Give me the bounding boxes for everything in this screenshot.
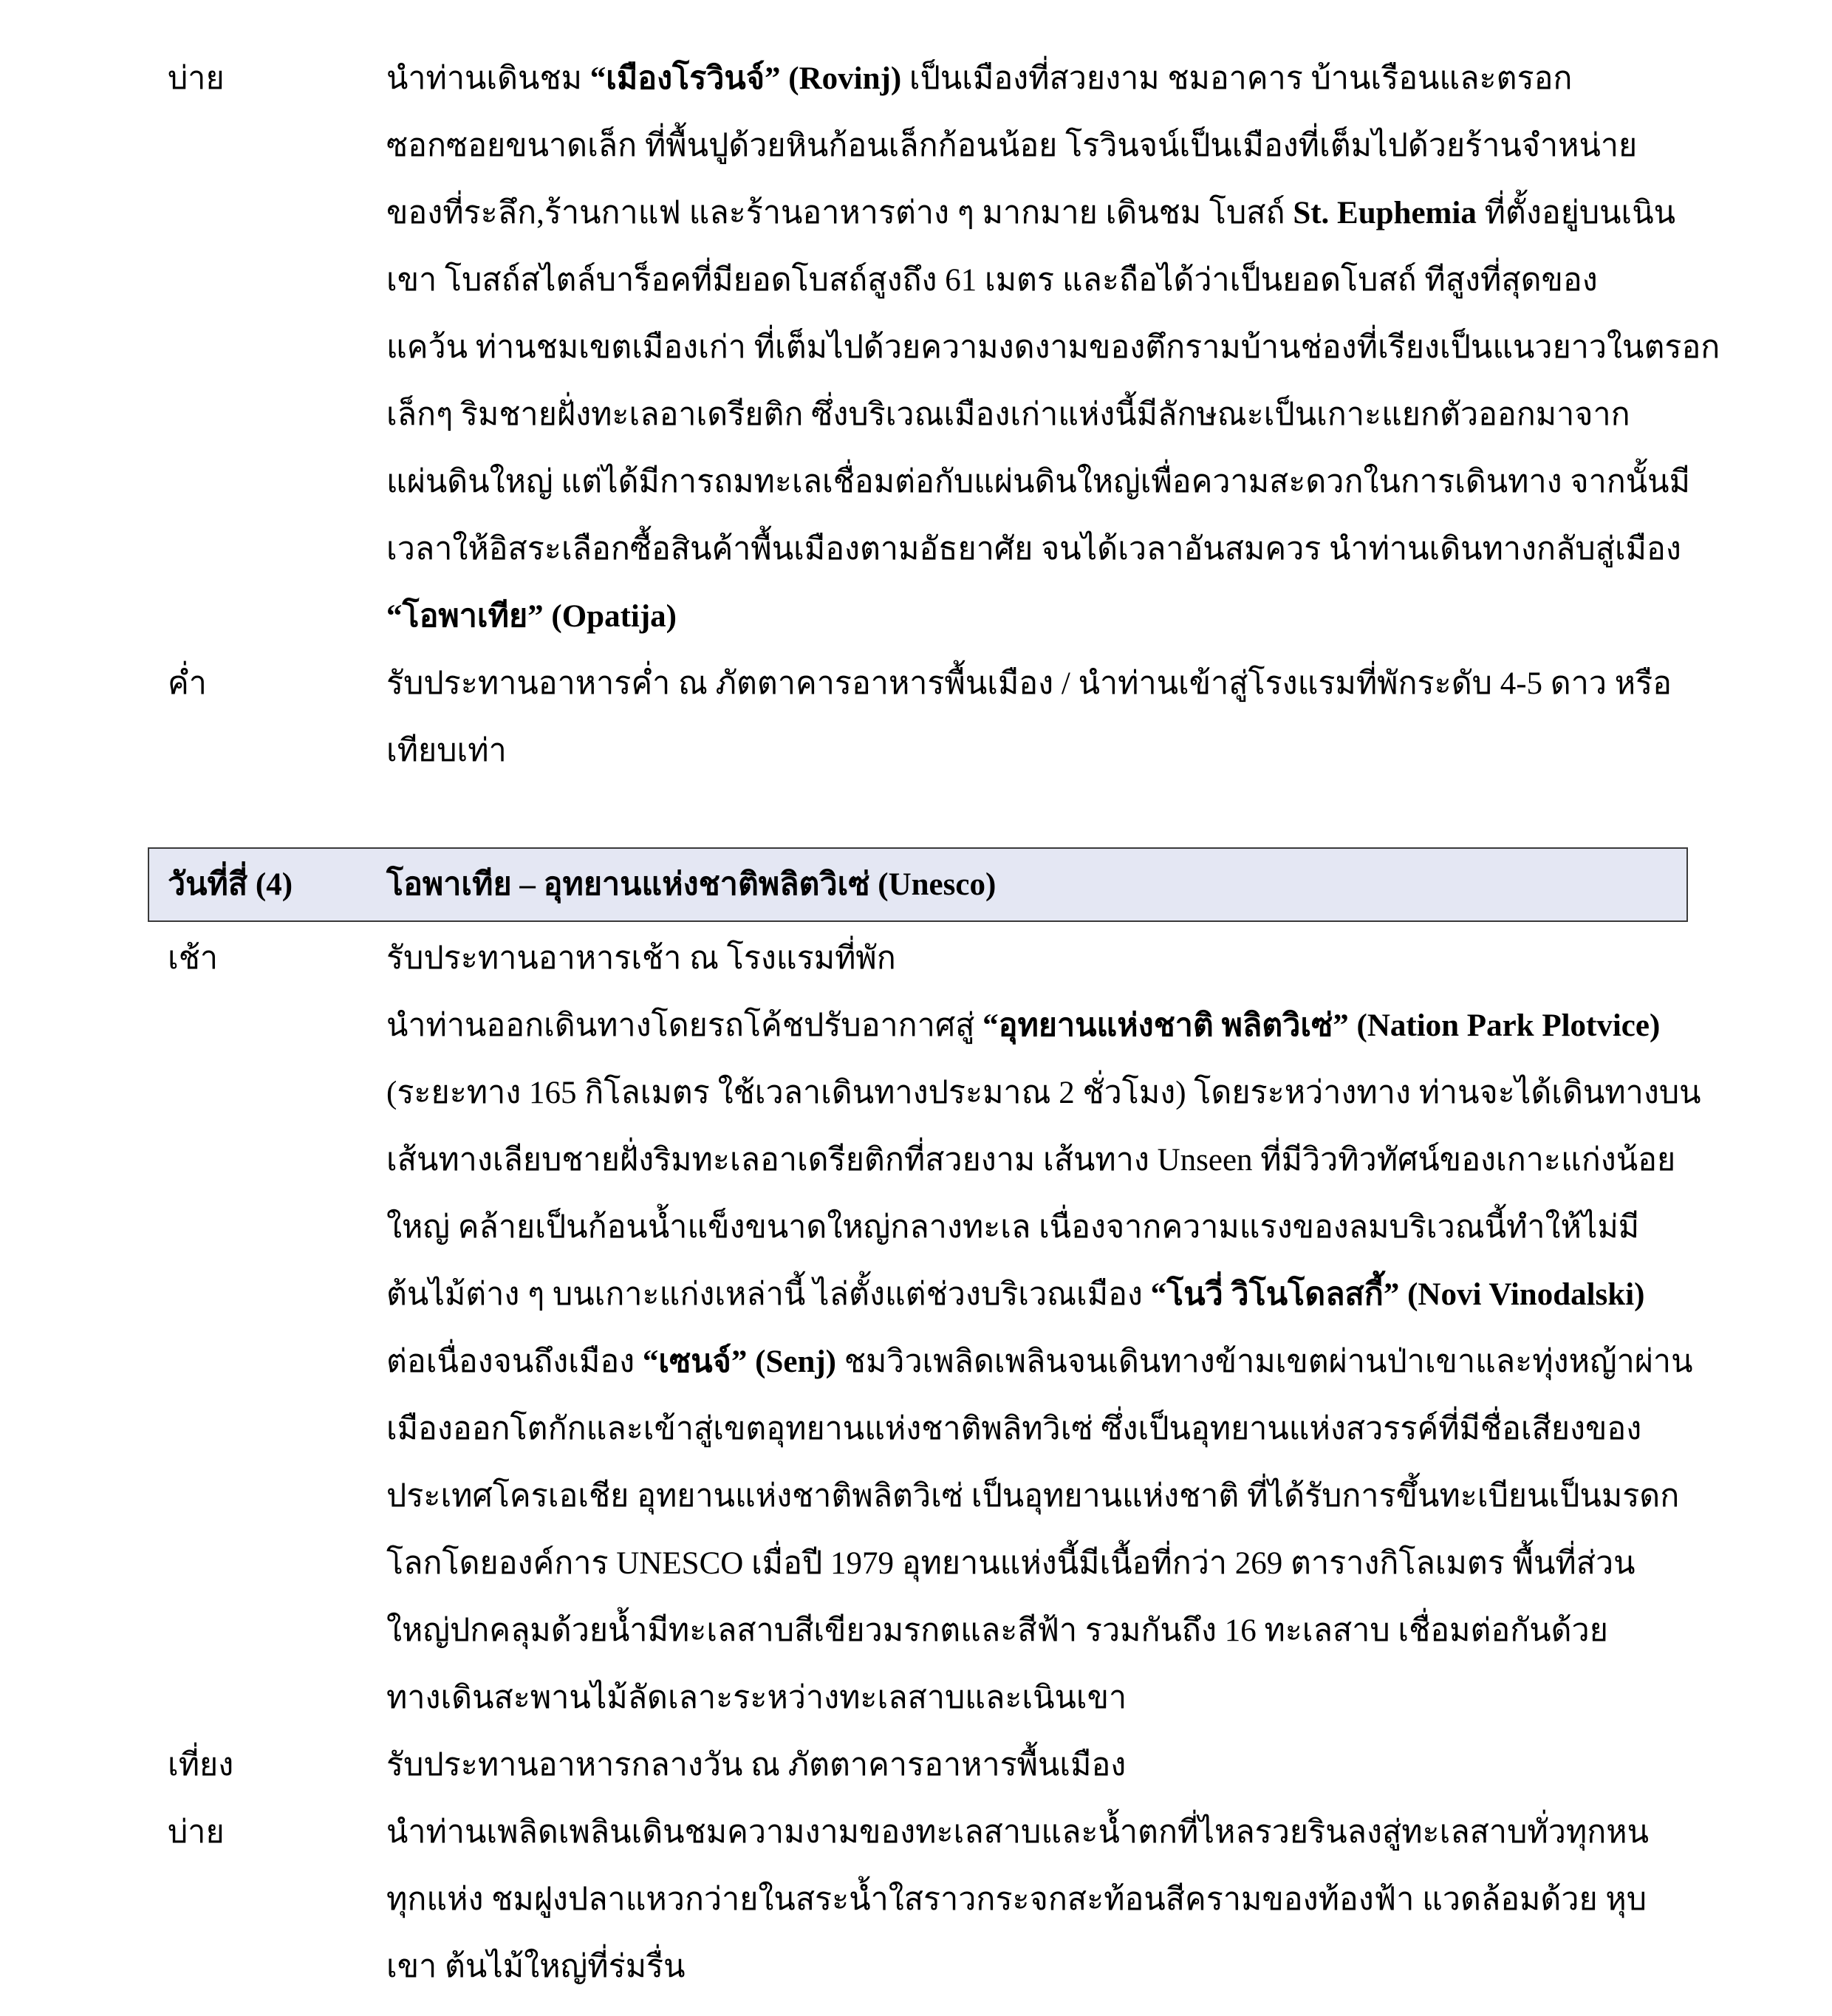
text-run: เป็นเมืองที่สวยงาม ชมอาคาร บ้านเรือนและตรอก (901, 61, 1573, 96)
text-line (386, 1328, 1693, 1395)
place-name-opatija: “โอพาเทีย” (Opatija) (386, 599, 677, 634)
text-line (386, 180, 1686, 247)
place-name-senj: “เซนจ์” (Senj) (642, 1344, 837, 1379)
text-line (386, 516, 1686, 583)
text-line (386, 1059, 1701, 1127)
morning-description (386, 925, 1701, 1732)
text-run: ที่ตั้งอยู่บนเนิน (1476, 196, 1676, 230)
text-run: ของที่ระลึก,ร้านกาแฟ และร้านอาหารต่าง ๆ มากมาย เดินชม โบสถ์ (386, 196, 1293, 230)
text-line (386, 448, 1690, 516)
text-run: เล็กๆ ริมชายฝั่งทะเลอาเดรียติก ซึ่งบริเวณเมืองเก่าแห่งนี้มีลักษณะเป็นเกาะแยกตัวออกมาจาก (386, 397, 1630, 432)
text-run: เวลาให้อิสระเลือกซื้อสินค้าพื้นเมืองตามอัธยาศัย จนได้เวลาอันสมควร นำท่านเดินทางกลับสู่เมือง (386, 532, 1681, 567)
text-run: นำท่านออกเดินทางโดยรถโค้ชปรับอากาศสู่ (386, 1008, 983, 1043)
place-name-st-euphemia: St. Euphemia (1293, 196, 1477, 230)
text-line (386, 1664, 1686, 1732)
day-header-bar (148, 847, 1688, 922)
text-run: ต้นไม้ต่าง ๆ บนเกาะแก่งเหล่านี้ ไล่ตั้งแต่ช่วงบริเวณเมือง (386, 1277, 1151, 1312)
noon-description (386, 1732, 1686, 1799)
text-run: นำท่านเดินชม (386, 61, 590, 96)
text-line: นำท่านเพลิดเพลินเดินชมความงามของทะเลสาบและน้ำตกที่ไหลรวยรินลงสู่ทะเลสาบทั่วทุกหน (386, 1815, 1649, 1850)
text-run: ใหญ่ คล้ายเป็นก้อนน้ำแข็งขนาดใหญ่กลางทะเล เนื่องจากความแรงของลมบริเวณนี้ทำให้ไม่มี (386, 1210, 1640, 1245)
text-line (386, 925, 1686, 992)
text-line (386, 112, 1686, 180)
text-run: ประเทศโครเอเชีย อุทยานแห่งชาติพลิตวิเซ่ เป็นอุทยานแห่งชาติ ที่ได้รับการขึ้นทะเบียนเป็นมรดก (386, 1479, 1680, 1514)
text-line (386, 1194, 1686, 1261)
time-label-afternoon: บ่าย (168, 61, 225, 96)
text-line (386, 1597, 1686, 1664)
time-label-morning: เช้า (168, 941, 219, 976)
text-line: รับประทานอาหารกลางวัน ณ ภัตตาคารอาหารพื้นเมือง (386, 1748, 1127, 1783)
place-name-rovinj: “เมืองโรวินจ์” (Rovinj) (589, 61, 902, 96)
text-line (386, 314, 1720, 381)
text-run: เส้นทางเลียบชายฝั่งริมทะเลอาเดรียติกที่สวยงาม เส้นทาง Unseen ที่มีวิวทิวทัศน์ของเกาะแก่งน้อย (386, 1143, 1676, 1178)
text-run: รับประทานอาหารเช้า ณ โรงแรมที่พัก (386, 941, 896, 976)
text-line (386, 1463, 1686, 1530)
text-line (386, 1261, 1686, 1328)
text-run: เมืองออกโตกักและเข้าสู่เขตอุทยานแห่งชาติพลิทวิเซ่ ซึ่งเป็นอุทยานแห่งสวรรค์ที่มีชื่อเสียงของ (386, 1412, 1642, 1446)
afternoon-description-day4 (386, 1799, 1686, 2000)
text-line: เขา ต้นไม้ใหญ่ที่ร่มรื่น (386, 1950, 686, 1984)
text-run: ใหญ่ปกคลุมด้วยน้ำมีทะเลสาบสีเขียวมรกตและสีฟ้า รวมกันถึง 16 ทะเลสาบ เชื่อมต่อกันด้วย (386, 1613, 1608, 1648)
text-line (386, 1395, 1686, 1463)
text-run: (ระยะทาง 165 กิโลเมตร ใช้เวลาเดินทางประมาณ 2 ชั่วโมง) โดยระหว่างทาง ท่านจะได้เดินทางบน (386, 1076, 1701, 1110)
text-line (386, 1127, 1686, 1194)
day-number-label: วันที่สี่ (4) (168, 867, 293, 902)
place-name-novi-vinodolski: “โนวี่ วิโนโดลสกี้” (Novi Vinodalski) (1150, 1277, 1645, 1312)
text-line (386, 381, 1686, 448)
text-line (386, 247, 1686, 314)
time-label-evening: ค่ำ (168, 666, 207, 701)
text-run: ต่อเนื่องจนถึงเมือง (386, 1344, 643, 1379)
place-name-plitvice: “อุทยานแห่งชาติ พลิตวิเซ่” (Nation Park Plotvice) (982, 1008, 1661, 1043)
text-line (386, 992, 1686, 1059)
afternoon-description (386, 45, 1720, 650)
text-run: โลกโดยองค์การ UNESCO เมื่อปี 1979 อุทยานแห่งนี้มีเนื้อที่กว่า 269 ตารางกิโลเมตร พื้นที่ส่วน (386, 1546, 1636, 1581)
text-run: แผ่นดินใหญ่ แต่ได้มีการถมทะเลเชื่อมต่อกับแผ่นดินใหญ่เพื่อความสะดวกในการเดินทาง จากนั้นมี (386, 465, 1690, 499)
text-line: ทุกแห่ง ชมฝูงปลาแหวกว่ายในสระน้ำใสราวกระจกสะท้อนสีครามของท้องฟ้า แวดล้อมด้วย หุบ (386, 1882, 1647, 1917)
text-line (386, 45, 1686, 112)
time-label-noon: เที่ยง (168, 1748, 234, 1783)
text-run: เขา โบสถ์สไตล์บาร็อคที่มียอดโบสถ์สูงถึง 61 เมตร และถือได้ว่าเป็นยอดโบสถ์ ทีสูงที่สุดของ (386, 263, 1598, 298)
evening-description (386, 650, 1686, 785)
text-line (386, 583, 1686, 650)
text-line: รับประทานอาหารค่ำ ณ ภัตตาคารอาหารพื้นเมือง / นำท่านเข้าสู่โรงแรมที่พักระดับ 4-5 ดาว หรือ (386, 666, 1672, 701)
text-run: ทางเดินสะพานไม้ลัดเลาะระหว่างทะเลสาบและเนินเขา (386, 1681, 1127, 1715)
text-run: ชมวิวเพลิดเพลินจนเดินทางข้ามเขตผ่านป่าเขาและทุ่งหญ้าผ่าน (836, 1344, 1693, 1379)
text-run: ซอกซอยขนาดเล็ก ที่พื้นปูด้วยหินก้อนเล็กก้อนน้อย โรวินจน์เป็นเมืองที่เต็มไปด้วยร้านจำหน่าย (386, 129, 1638, 163)
day-title: โอพาเทีย – อุทยานแห่งชาติพลิตวิเซ่ (Unesco) (386, 867, 997, 902)
text-line (386, 1530, 1686, 1597)
time-label-afternoon-day4: บ่าย (168, 1815, 225, 1850)
text-line: เทียบเท่า (386, 734, 507, 768)
text-run: แคว้น ท่านชมเขตเมืองเก่า ที่เต็มไปด้วยความงดงามของตึกรามบ้านช่องที่เรียงเป็นแนวยาวในตรอก (386, 330, 1720, 365)
